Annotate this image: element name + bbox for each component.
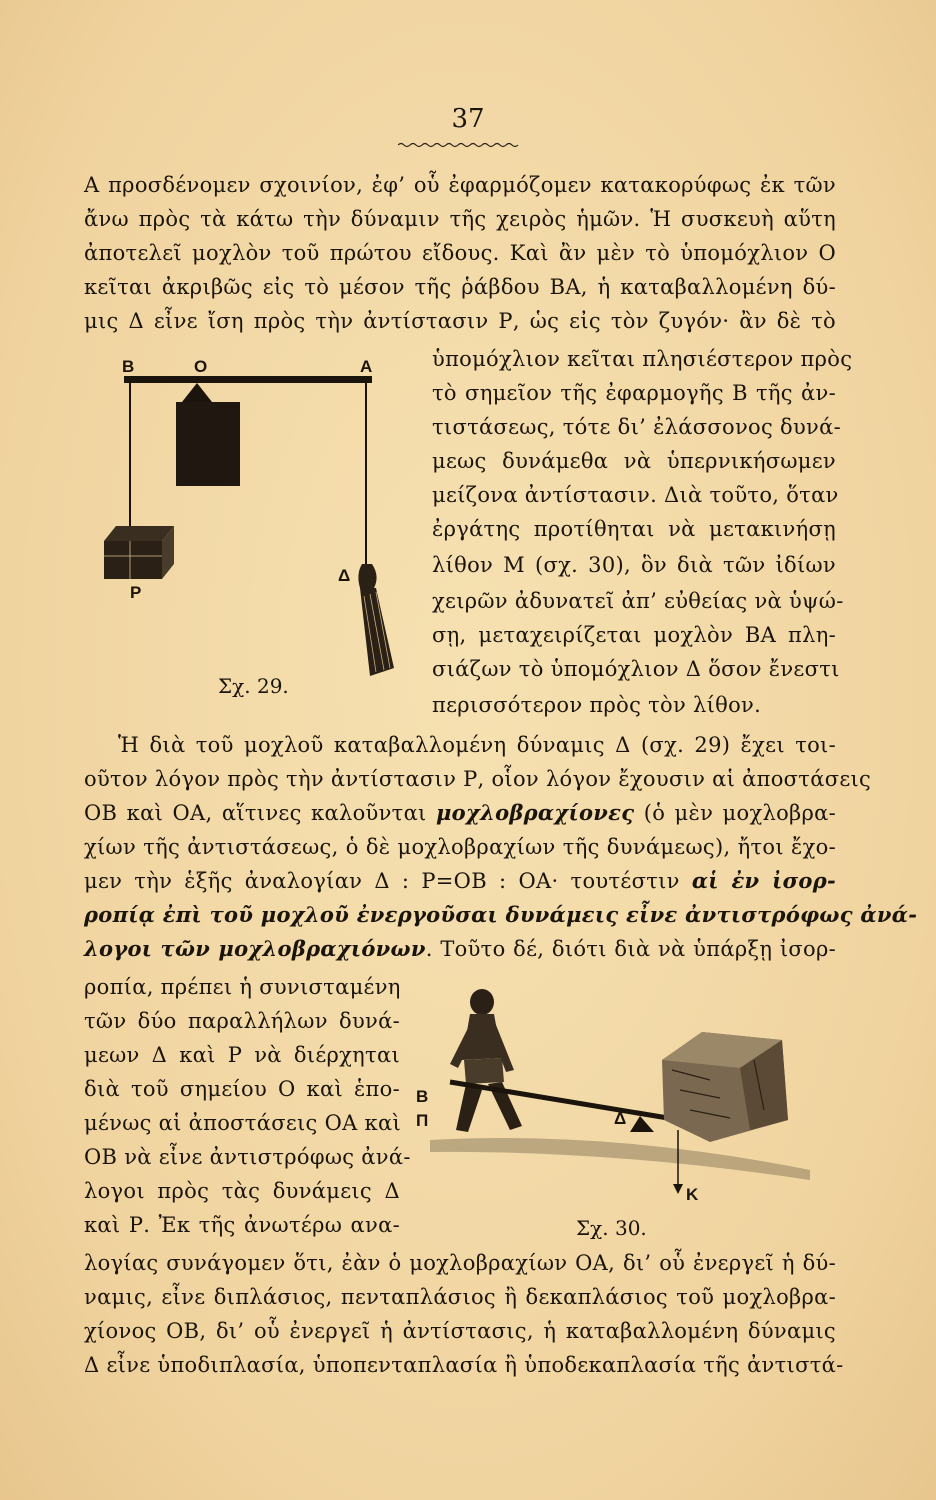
text-line bbox=[84, 798, 836, 828]
text-line bbox=[84, 900, 918, 930]
label-b: B bbox=[122, 357, 135, 376]
text-line: χειρῶν ἀδυνατεῖ ἀπ’ εὐθείας νὰ ὑψώ- bbox=[432, 589, 844, 613]
label-a: A bbox=[360, 357, 373, 376]
label-p: P bbox=[130, 583, 142, 602]
text-line: χίων τῆς ἀντιστάσεως, ὁ δὲ μοχλοβραχίων τῆς δυνάμεως), ἤτοι ἔχο- bbox=[84, 835, 836, 859]
text-line: ἐργάτης προτίθηται νὰ μετακινήσῃ bbox=[432, 517, 836, 541]
text-line: λογοι πρὸς τὰς δυνάμεις Δ bbox=[84, 1179, 400, 1203]
text-line: σιάζων τὸ ὑπομόχλιον Δ ὅσον ἔνεστι bbox=[432, 657, 840, 681]
text-line: ροπία, πρέπει ἡ συνισταμένη bbox=[84, 975, 401, 999]
text-span: (ὁ μὲν μοχλοβρα- bbox=[634, 801, 836, 825]
label-p: Π bbox=[416, 1111, 429, 1130]
text-line: λίθον Μ (σχ. 30), ὃν διὰ τῶν ἰδίων bbox=[432, 553, 836, 577]
text-line: τὸ σημεῖον τῆς ἐφαρμογῆς Β τῆς ἀν- bbox=[432, 381, 836, 405]
figure-30-worker-lever bbox=[410, 980, 836, 1212]
text-line: ὑπομόχλιον κεῖται πλησιέστερον πρὸς bbox=[432, 347, 853, 371]
text-line: χίονος ΟΒ, δι’ οὗ ἐνεργεῖ ἡ ἀντίστασις, ἡ καταβαλλομένη δύναμις bbox=[84, 1319, 836, 1343]
text-line: ἄνω πρὸς τὰ κάτω τὴν δύναμιν τῆς χειρὸς ἡμῶν. Ἡ συσκευὴ αὕτη bbox=[84, 207, 836, 231]
text-line: κεῖται ἀκριβῶς εἰς τὸ μέσον τῆς ῥάβδου ΒΑ, ἡ καταβαλλομένη δύ- bbox=[84, 275, 836, 299]
text-line: ναμις, εἶνε διπλάσιος, πενταπλάσιος ἢ δεκαπλάσιος τοῦ μοχλοβρα- bbox=[84, 1285, 836, 1309]
text-line: λογίας συνάγομεν ὅτι, ἐὰν ὁ μοχλοβραχίων ΟΑ, δι’ οὗ ἐνεργεῖ ἡ δύ- bbox=[84, 1251, 836, 1275]
figure-29-caption: Σχ. 29. bbox=[218, 674, 289, 698]
text-line bbox=[84, 866, 836, 896]
text-line: περισσότερον πρὸς τὸν λίθον. bbox=[432, 693, 762, 717]
label-k: K bbox=[686, 1185, 699, 1204]
text-line: ΟΒ νὰ εἶνε ἀντιστρόφως ἀνά- bbox=[84, 1145, 411, 1169]
text-line: καὶ Ρ. Ἐκ τῆς ἀνωτέρω ανα- bbox=[84, 1213, 400, 1237]
emphasis-text: ροπίᾳ ἐπὶ τοῦ μοχλοῦ ἐνεργοῦσαι δυνάμεις εἶνε ἀντιστρόφως ἀνά- bbox=[84, 902, 918, 927]
emphasis-term: μοχλοβραχίονες bbox=[436, 800, 635, 825]
text-line: οῦτον λόγον πρὸς τὴν ἀντίστασιν Ρ, οἷον λόγον ἔχουσιν αἱ ἀποστάσεις bbox=[84, 767, 872, 791]
label-d: Δ bbox=[338, 566, 351, 585]
emphasis-text: λογοι τῶν μοχλοβραχιόνων bbox=[84, 936, 426, 961]
text-line: διὰ τοῦ σημείου Ο καὶ ἑπο- bbox=[84, 1077, 400, 1101]
text-line: Ἡ διὰ τοῦ μοχλοῦ καταβαλλομένη δύναμις Δ (σχ. 29) ἔχει τοι- bbox=[118, 733, 836, 757]
text-line: μεων Δ καὶ Ρ νὰ διέρχηται bbox=[84, 1043, 400, 1067]
text-line: μείζονα ἀντίστασιν. Διὰ τοῦτο, ὅταν bbox=[432, 483, 839, 507]
label-o: O bbox=[194, 357, 208, 376]
text-line: τῶν δύο παραλλήλων δυνά- bbox=[84, 1009, 400, 1033]
text-line: ἀποτελεῖ μοχλὸν τοῦ πρώτου εἴδους. Καὶ ἂν μὲν τὸ ὑπομόχλιον Ο bbox=[84, 241, 836, 265]
text-span: ΟΒ καὶ ΟΑ, αἵτινες καλοῦνται bbox=[84, 801, 436, 825]
text-span: μεν τὴν ἑξῆς ἀναλογίαν Δ : Ρ=ΟΒ : ΟΑ· τουτέστιν bbox=[84, 869, 692, 893]
text-line: τιστάσεως, τότε δι’ ἐλάσσονος δυνά- bbox=[432, 415, 841, 439]
text-span: . Τοῦτο δέ, διότι διὰ νὰ ὑπάρξῃ ἰσορ- bbox=[425, 937, 836, 961]
label-b: B bbox=[416, 1087, 429, 1106]
text-line: μεως δυνάμεθα νὰ ὑπερνικήσωμεν bbox=[432, 449, 836, 473]
figure-29-lever bbox=[94, 356, 414, 692]
text-line: μις Δ εἶνε ἴση πρὸς τὴν ἀντίστασιν Ρ, ὡς εἰς τὸν ζυγόν· ἂν δὲ τὸ bbox=[84, 309, 836, 333]
label-d: Δ bbox=[614, 1109, 627, 1128]
text-line: Α προσδένομεν σχοινίον, ἐφ’ οὗ ἐφαρμόζομεν κατακορύφως ἐκ τῶν bbox=[84, 173, 836, 197]
text-line: Δ εἶνε ὑποδιπλασία, ὑποπενταπλασία ἢ ὑποδεκαπλασία τῆς ἀντιστά- bbox=[84, 1353, 844, 1377]
text-line: μένως αἱ ἀποστάσεις ΟΑ καὶ bbox=[84, 1111, 401, 1135]
decorative-rule bbox=[398, 142, 520, 148]
page-number: 37 bbox=[451, 104, 485, 134]
text-line bbox=[84, 934, 836, 964]
figure-30-caption: Σχ. 30. bbox=[576, 1216, 647, 1240]
emphasis-text: αἱ ἐν ἰσορ- bbox=[691, 868, 836, 893]
text-line: σῃ, μεταχειρίζεται μοχλὸν ΒΑ πλη- bbox=[432, 623, 836, 647]
